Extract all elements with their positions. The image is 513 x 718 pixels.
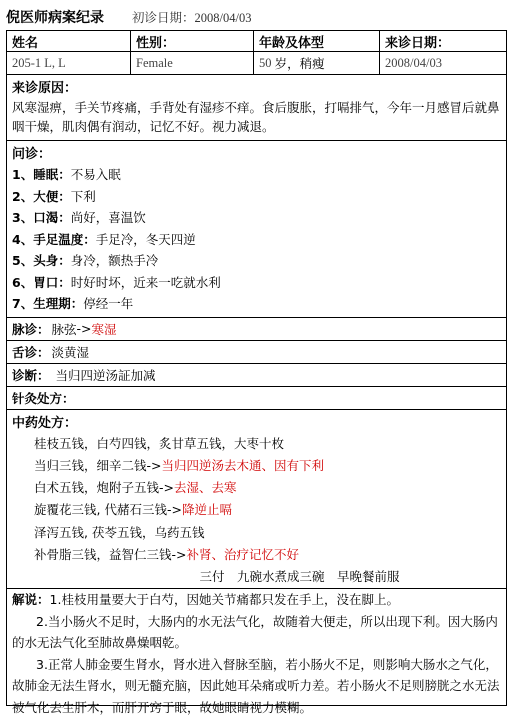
herb-text: 旋覆花三钱, 代赭石三钱 [34, 502, 167, 518]
first-visit-date: 2008/04/03 [194, 11, 252, 25]
herb-text: 桂枝五钱，白芍四钱，炙甘草五钱，大枣十枚 [34, 435, 285, 451]
reason-title: 来诊原因： [12, 81, 78, 96]
inquiry-label: 7、生理期： [12, 296, 84, 311]
herb-arrow: -> [171, 546, 187, 562]
inquiry-item [12, 164, 501, 186]
herb-arrow: -> [159, 480, 174, 496]
pulse-value: 脉弦 [51, 321, 77, 337]
inquiry-value: 时好时坏，近来一吃就水利 [70, 274, 221, 290]
info-value-row [7, 52, 506, 75]
explanation-p3 [7, 654, 506, 718]
herb-note: 去湿、去寒 [174, 480, 237, 496]
inquiry-item [12, 250, 501, 272]
inquiry-label: 5、头身： [12, 253, 71, 268]
explanation-text-2: 2.当小肠火不足时，大肠内的水无法气化，故随着大便走，所以出现下利。因大肠内的水无法气化至肺故鼻燥咽乾。 [12, 613, 498, 651]
herb-note: 降逆止嗝 [181, 502, 232, 518]
inquiry-item [12, 229, 501, 251]
age-number: 50 [259, 55, 272, 70]
gender-header: 性别： [131, 31, 254, 51]
inquiry-value: 不易入眠 [70, 167, 121, 182]
herb-line [7, 433, 506, 455]
explanation-p1 [7, 589, 506, 611]
first-visit [132, 8, 251, 26]
inquiry-label: 2、大便： [12, 188, 71, 204]
herb-arrow: -> [166, 502, 182, 518]
herbs-title: 中药处方： [12, 415, 78, 431]
reason-section [7, 75, 506, 141]
inquiry-item [12, 293, 501, 315]
inquiry-label: 3、口渴： [12, 210, 71, 225]
visit-date-value: 2008/04/03 [385, 55, 442, 70]
pulse-arrow: -> [76, 321, 92, 336]
pulse-label: 脉诊： [12, 321, 50, 337]
herb-note: 补肾、治疗记忆不好 [186, 546, 300, 562]
inquiry-title: 问诊： [12, 147, 52, 162]
diagnosis-value: 当归四逆汤証加减 [55, 367, 156, 383]
gender-value: Female [131, 52, 254, 74]
name-value: 205-1 L, L [7, 52, 131, 74]
inquiry-label: 1、睡眠： [12, 167, 71, 182]
age-suffix: 岁，稍瘦 [274, 56, 325, 71]
explanation-title: 解说： [12, 592, 50, 608]
explanation-text-3: 3.正常人肺金要生肾水，肾水进入督脉至脑，若小肠火不足，则影响大肠水之气化，故肺金无法生肾水，则无髓充脑，因此她耳朵痛或听力差。若小肠火不足则膀胱之水无法被气化去生肝木，而肝开窍于眼，故她眼睛视力模糊。 [12, 656, 500, 715]
herb-line [7, 544, 506, 566]
herbs-section [7, 410, 506, 590]
reason-text: 风寒湿痹，手关节疼痛，手背处有湿疹不痒。食后腹胀，打嗝排气，今年一月感冒后就鼻咽干燥，肌肉偶有润动，记忆不好。视力减退。 [12, 100, 500, 134]
herb-note: 当归四逆汤去木通、因有下利 [161, 457, 325, 473]
record-table [6, 30, 507, 715]
tongue-row [7, 341, 506, 364]
explanation-text-1: 1.桂枝用量要大于白芍，因她关节痛都只发在手上，没在脚上。 [49, 592, 399, 608]
herb-line [7, 499, 506, 521]
age-value [254, 52, 380, 74]
inquiry-value: 手足冷，冬天四逆 [95, 231, 196, 247]
herb-arrow: -> [146, 457, 162, 473]
tongue-value: 淡黄湿 [51, 344, 90, 360]
inquiry-item [12, 186, 501, 208]
herb-line [7, 455, 506, 477]
pulse-row [7, 318, 506, 341]
pulse-note: 寒湿 [91, 321, 117, 337]
explanation-p2 [7, 611, 506, 654]
diagnosis-label: 诊断： [12, 367, 50, 383]
inquiry-label: 4、手足温度： [12, 231, 96, 247]
inquiry-value: 身冷，额热手冷 [70, 253, 159, 268]
dosage-instructions: 三付 九碗水煮成三碗 早晚餐前服 [199, 569, 400, 585]
name-header: 姓名 [7, 31, 131, 51]
inquiry-item [12, 272, 501, 294]
herb-line [7, 477, 506, 499]
herb-text: 泽泻五钱, 茯苓五钱，乌药五钱 [34, 524, 205, 540]
acupuncture-row [7, 387, 506, 410]
diagnosis-row [7, 364, 506, 387]
explanation-section [7, 589, 506, 718]
record-header [6, 6, 506, 28]
herb-text: 补骨脂三钱，益智仁三钱 [34, 546, 172, 562]
inquiry-section [7, 141, 506, 318]
record-title: 倪医师病案纪录 [6, 10, 104, 26]
herb-text: 当归三钱，细辛二钱 [34, 457, 147, 473]
inquiry-value: 下利 [70, 188, 96, 204]
inquiry-value: 尚好，喜温饮 [70, 210, 146, 225]
info-header-row [7, 31, 506, 52]
acupuncture-label: 针灸处方： [12, 390, 75, 406]
inquiry-value: 停经一年 [83, 296, 134, 311]
tongue-label: 舌诊： [12, 344, 50, 360]
inquiry-item [12, 207, 501, 229]
first-visit-label: 初诊日期： [132, 11, 195, 25]
age-header: 年龄及体型 [254, 31, 380, 51]
inquiry-label: 6、胃口： [12, 274, 71, 290]
herb-line [7, 522, 506, 544]
herb-text: 白术五钱，炮附子五钱 [34, 480, 160, 496]
inquiry-list [7, 164, 506, 317]
visit-date-header: 来诊日期： [385, 35, 451, 51]
